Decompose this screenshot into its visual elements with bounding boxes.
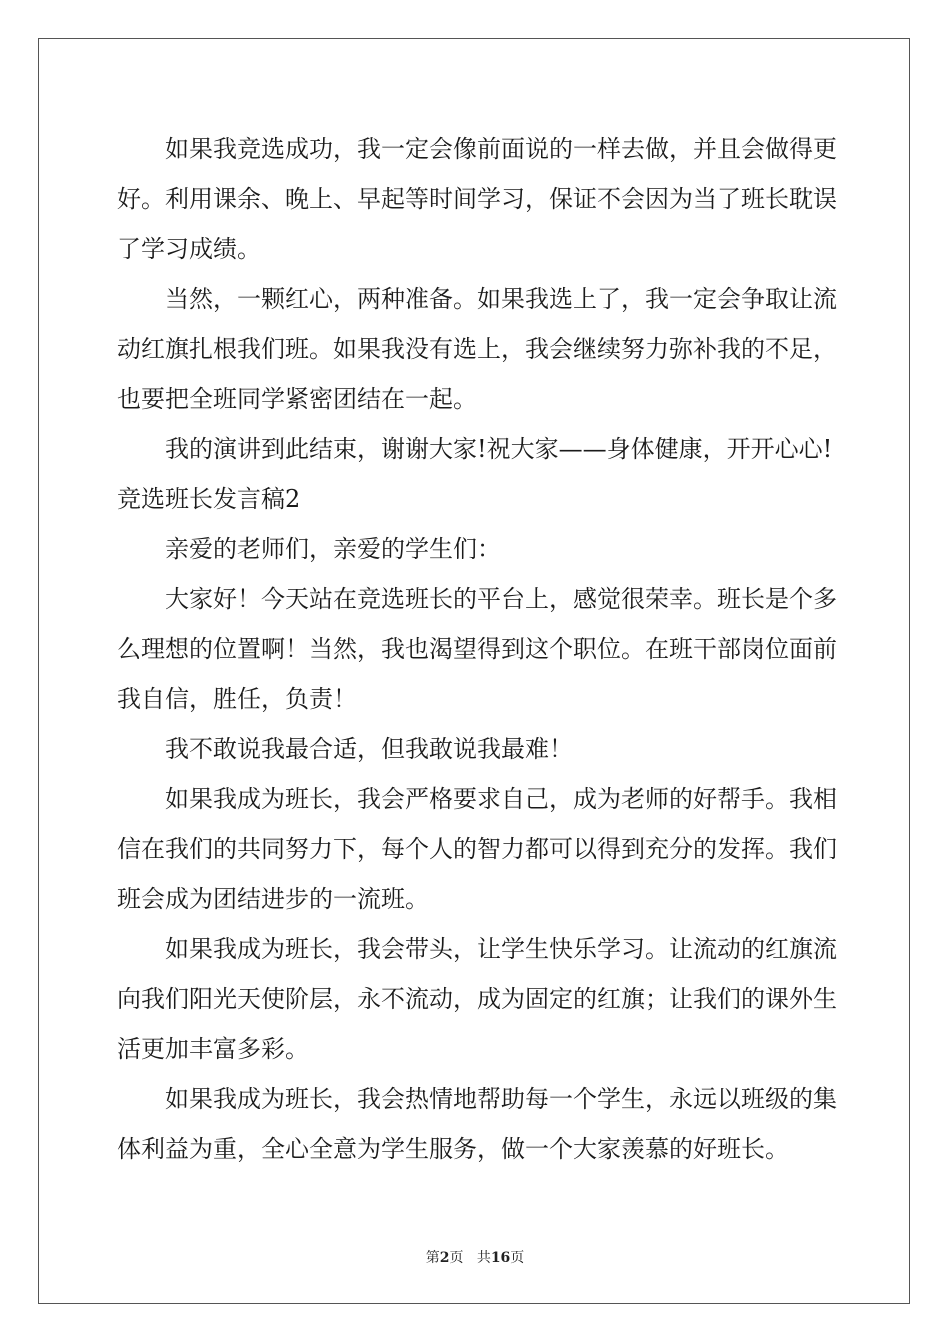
paragraph-line: 我不敢说我最合适，但我敢说我最难！ <box>165 735 573 763</box>
page-suffix: 页 <box>449 1250 464 1266</box>
paragraph-line: 动红旗扎根我们班。如果我没有选上，我会继续努力弥补我的不足， <box>117 335 837 363</box>
paragraph-line: 向我们阳光天使阶层，永不流动，成为固定的红旗；让我们的课外生 <box>117 985 837 1013</box>
paragraph-line: 活更加丰富多彩。 <box>117 1035 309 1063</box>
page-number: 2 <box>439 1250 450 1266</box>
paragraph-line: 我自信，胜任，负责！ <box>117 685 357 713</box>
page-prefix: 第 <box>425 1250 440 1266</box>
paragraph-line: 信在我们的共同努力下，每个人的智力都可以得到充分的发挥。我们 <box>117 835 837 863</box>
total-suffix: 页 <box>510 1250 525 1266</box>
paragraph-line: 体利益为重，全心全意为学生服务，做一个大家羡慕的好班长。 <box>117 1135 789 1163</box>
paragraph-line: 如果我成为班长，我会热情地帮助每一个学生，永远以班级的集 <box>165 1085 837 1113</box>
total-prefix: 共 <box>476 1250 491 1266</box>
paragraph-line: 也要把全班同学紧密团结在一起。 <box>117 385 477 413</box>
document-body <box>117 124 837 1174</box>
paragraph-line: 如果我竞选成功，我一定会像前面说的一样去做，并且会做得更 <box>165 135 837 163</box>
paragraph-line: 了学习成绩。 <box>117 235 261 263</box>
page-footer <box>0 1247 950 1267</box>
paragraph-line: 好。利用课余、晚上、早起等时间学习，保证不会因为当了班长耽误 <box>117 185 837 213</box>
paragraph-line: 如果我成为班长，我会带头，让学生快乐学习。让流动的红旗流 <box>165 935 837 963</box>
total-pages: 16 <box>490 1250 511 1266</box>
section-title: 竞选班长发言稿2 <box>117 485 301 513</box>
paragraph-line: 大家好！今天站在竞选班长的平台上，感觉很荣幸。班长是个多 <box>165 585 837 613</box>
paragraph-line: 当然，一颗红心，两种准备。如果我选上了，我一定会争取让流 <box>165 285 837 313</box>
paragraph-line: 我的演讲到此结束，谢谢大家!祝大家——身体健康，开开心心! <box>165 435 833 463</box>
paragraph-line: 如果我成为班长，我会严格要求自己，成为老师的好帮手。我相 <box>165 785 837 813</box>
paragraph-line: 么理想的位置啊！当然，我也渴望得到这个职位。在班干部岗位面前 <box>117 635 837 663</box>
paragraph-line: 班会成为团结进步的一流班。 <box>117 885 429 913</box>
salutation: 亲爱的老师们，亲爱的学生们： <box>165 535 501 563</box>
